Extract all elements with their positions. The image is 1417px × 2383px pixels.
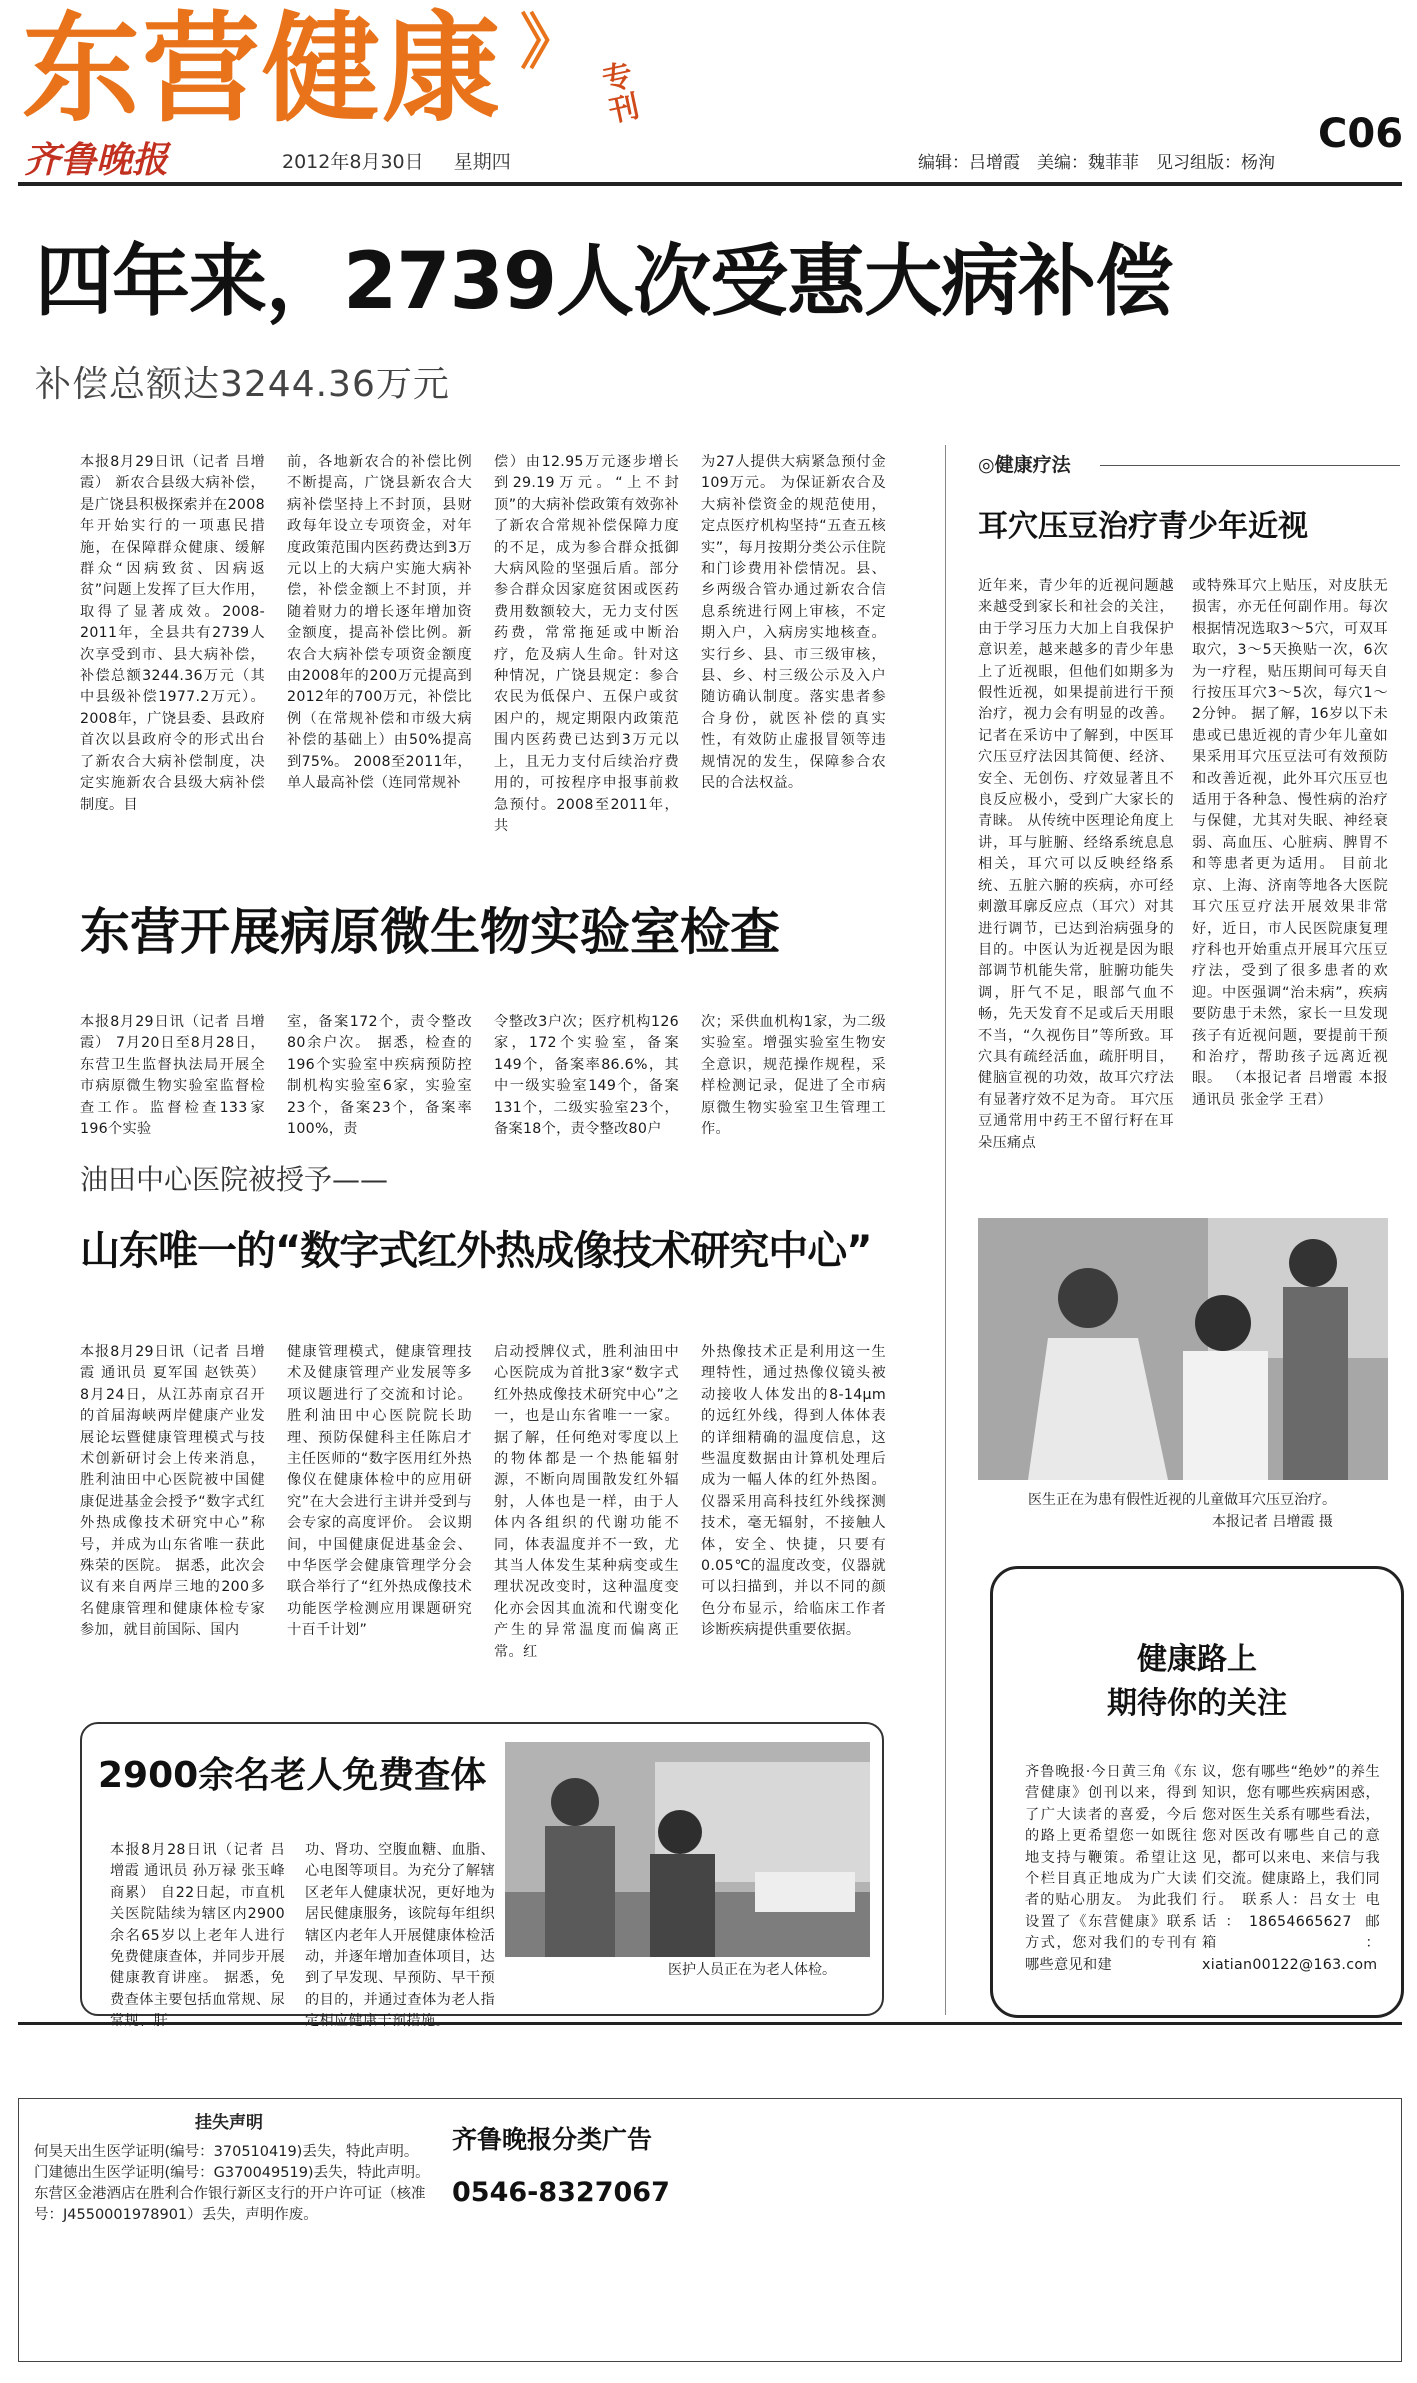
lost-notice-list <box>34 2142 434 2226</box>
lead-column-2: 前，各地新农合的补偿比例不断提高，广饶县新农合大病补偿坚持上不封顶，县财政每年设立专项资金，对年度政策范围内医药费达到3万元以上的大病户实施大病补偿，补偿金额上不封顶，并随着财力的增长逐年增加资金额度，提高补偿比例。新农合大病补偿专项资金额度由2008年的200万元提高到2012年的700万元，补偿比例（在常规补偿和市级大病补偿的基础上）由50%提高到75%。 2008至2011年，单人最高补偿（连同常规补 <box>287 454 472 792</box>
story2-headline: 东营开展病原微生物实验室检查 <box>80 903 780 961</box>
lead-column-3: 偿）由12.95万元逐步增长到29.19万元。“上不封顶”的大病补偿政策有效弥补了新农合常规补偿保障力度的不足，成为参合群众抵御大病风险的坚强后盾。部分参合群众因家庭贫困或医药费用数额较大，无力支付医药费，常常拖延或中断治疗，危及病人生命。针对这种情况，广饶县规定：参合农民为低保户、五保户或贫困户的，规定期限内政策范围内医药费已达到3万元以上，且无力支付后续治疗费用的，可按程序申报事前救急预付。2008至2011年，共 <box>494 454 679 834</box>
masthead-rule <box>18 182 1402 186</box>
story2-column-1: 本报8月29日讯（记者 吕增霞） 7月20日至8月28日，东营卫生监督执法局开展全市病原微生物实验室监督检查工作。监督检查133家196个实验 <box>80 1014 265 1138</box>
page-number: C06 <box>1318 111 1404 157</box>
lost-notice-item: 何昊天出生医学证明(编号：370510419)丢失，特此声明。 <box>34 2144 419 2160</box>
date: 2012年8月30日 <box>282 151 424 173</box>
weekday: 星期四 <box>453 151 511 173</box>
story4-photo-caption: 医护人员正在为老人体检。 <box>668 1962 836 1978</box>
lead-column-1: 本报8月29日讯（记者 吕增霞） 新农合县级大病补偿，是广饶县积极探索并在2008年开始实行的一项惠民措施，在保障群众健康、缓解群众“因病致贫、因病返贫”问题上发挥了巨大作用，取得了显著成效。2008-2011年，全县共有2739人次享受到市、县大病补偿，补偿总额3244.36万元（其中县级补偿1977.2万元）。 2008年，广饶县委、县政府首次以县政府令的形式出台了新农合大病补偿制度，决定实施新农合县级大病补偿制度。目 <box>80 454 265 813</box>
classifieds-box <box>18 2098 1402 2362</box>
sidebar-tag-rule <box>1100 465 1400 466</box>
story3-column-2: 健康管理模式，健康管理技术及健康管理产业发展等多项议题进行了交流和讨论。胜利油田中心医院院长助理、预防保健科主任陈启才主任医师的“数字医用红外热像仪在健康体检中的应用研究”在大会进行主讲并受到与会专家的高度评价。 会议期间，中国健康促进基金会、中华医学会健康管理学分会联合举行了“红外热成像技术功能医学检测应用课题研究十百千计划” <box>287 1344 472 1639</box>
lead-subheadline: 补偿总额达3244.36万元 <box>35 364 450 405</box>
story3-column-1: 本报8月29日讯（记者 吕增霞 通讯员 夏军国 赵铁英） 8月24日，从江苏南京召开的首届海峡两岸健康产业发展论坛暨健康管理模式与技术创新研讨会上传来消息，胜利油田中心医院被中国健康促进基金会授予“数字式红外热成像技术研究中心”称号，并成为山东省唯一获此殊荣的医院。 据悉，此次会议有来自两岸三地的200多名健康管理和健康体检专家参加，就目前国际、国内 <box>80 1344 265 1639</box>
sidebar-headline: 耳穴压豆治疗青少年近视 <box>978 509 1308 544</box>
lost-notice-item: 门建德出生医学证明(编号：G370049519)丢失，特此声明。 <box>34 2165 430 2181</box>
ad-phone: 0546-8327067 <box>452 2177 670 2208</box>
section-title: 东营健康 <box>22 0 503 138</box>
lead-column-4: 为27人提供大病紧急预付金109万元。 为保证新农合及大病补偿资金的规范使用，定点医疗机构坚持“五查五核实”，每月按期分类公示住院和门诊费用补偿情况。县、乡两级合管办通过新农合信息系统进行网上审核，不定期入户，入病房实地核查。实行乡、县、市三级审核，县、乡、村三级公示及入户随访确认制度。落实患者参合身份，就医补偿的真实性，有效防止虚报冒领等违规情况的发生，保障参合农民的合法权益。 <box>701 454 886 792</box>
story2-column-4: 次；采供血机构1家，为二级实验室。增强实验室生物安全意识，规范操作规程，采样检测记录，促进了全市病原微生物实验室卫生管理工作。 <box>701 1014 886 1138</box>
sidebar-photo-caption: 医生正在为患有假性近视的儿童做耳穴压豆治疗。 <box>1028 1492 1336 1508</box>
lost-notice-title: 挂失声明 <box>195 2113 263 2133</box>
paper-logo: 齐鲁晚报 <box>24 139 169 181</box>
sidebar-column-2: 或特殊耳穴上贴压，对皮肤无损害，亦无任何副作用。每次根据情况选取3～5穴，可双耳取穴，3～5天换贴一次，6次为一疗程，贴压期间可每天自行按压耳穴3～5次，每穴1～2分钟。 据了解，16岁以下未患或已患近视的青少年儿童如果采用耳穴压豆法可有效预防和改善近视，此外耳穴压豆也适用于各种急、慢性病的治疗与保健，尤其对失眠、神经衰弱、高血压、心脏病、脾胃不和等患者更为适用。 目前北京、上海、济南等地各大医院耳穴压豆疗法开展效果非常好，近日，市人民医院康复理疗科也开始重点开展耳穴压豆疗法，受到了很多患者的欢迎。中医强调“治未病”，疾病要防患于未然，家长一旦发现孩子有近视问题，要提前干预和治疗，帮助孩子远离近视眼。 （本报记者 吕增霞 本报通讯员 张金学 王君） <box>1192 578 1388 1108</box>
editors: 编辑：吕增霞 美编：魏菲菲 见习组版：杨洵 <box>918 153 1275 173</box>
quote-mark: 》 <box>520 8 580 78</box>
promo-title-2: 期待你的关注 <box>1107 1686 1287 1721</box>
promo-column-1: 齐鲁晚报·今日黄三角《东营健康》创刊以来，得到了广大读者的喜爱，今后的路上更希望您一如既往地支持与鞭策。希望让这个栏目真正地成为广大读者的贴心朋友。 为此我们设置了《东营健康》联系方式，您对我们的专刊有哪些意见和建 <box>1025 1764 1197 1973</box>
story3-headline: 山东唯一的“数字式红外热成像技术研究中心” <box>80 1228 872 1274</box>
story4-headline: 2900余名老人免费查体 <box>98 1755 487 1796</box>
story3-kicker: 油田中心医院被授予—— <box>80 1163 389 1196</box>
story4-column-1: 本报8月28日讯（记者 吕增霞 通讯员 孙万禄 张玉峰 商累） 自22日起，市直机关医院陆续为辖区内2900余名65岁以上老年人进行免费健康查体，并同步开展健康教育讲座。 据悉，免费查体主要包括血常规、尿 <box>110 1842 285 2008</box>
promo-title-1: 健康路上 <box>1137 1642 1257 1677</box>
story2-column-2: 室，备案172个，责令整改80余户次。 据悉，检查的196个实验室中疾病预防控制机构实验室6家，实验室23个，备案23个，备案率100%，责 <box>287 1014 472 1138</box>
sidebar-photo-credit: 本报记者 吕增霞 摄 <box>1212 1514 1333 1530</box>
classifieds-rule <box>18 2022 1402 2025</box>
story2-column-3: 令整改3户次；医疗机构126家，172个实验室，备案149个，备案率86.6%，其中一级实验室149个，备案131个，二级实验室23个，备案18个，责令整改80户 <box>494 1014 679 1138</box>
elderly-checkup-illustration <box>505 1742 870 1957</box>
lead-headline: 四年来，2739人次受惠大病补偿 <box>35 237 1173 327</box>
ear-acupressure-illustration <box>978 1218 1388 1480</box>
special-badge: 专刊 <box>599 57 643 130</box>
lost-notice-item: 东营区金港酒店在胜利合作银行新区支行的开户许可证（核准号：J4550001978901）丢失，声明作废。 <box>34 2186 426 2223</box>
sidebar-column-tag: ◎健康疗法 <box>978 454 1071 476</box>
issue-date <box>282 150 511 174</box>
sidebar-column-1: 近年来，青少年的近视问题越来越受到家长和社会的关注，由于学习压力大加上自我保护意识差，越来越多的青少年患上了近视眼，但他们如期多为假性近视，如果提前进行干预治疗，视力会有明显的改善。记者在采访中了解到，中医耳穴压豆疗法因其简便、经济、安全、无创伤、疗效显著且不良反应极小，受到广大家长的青睐。 从传统中医理论角度上讲，耳与脏腑、经络系统息息相关，耳穴可以反映经络系统、五脏六腑的疾病，亦可经刺激耳廓反应点（耳穴）对其进行调节，已达到治病强身的目的。中医认为近视是因为眼部调节机能失常，脏腑功能失调，肝气不足，眼部气血不畅，先天发育不足或后天用眼不当，“久视伤目”等所致。耳穴具有疏经活血，疏肝明目，健脑宣视的功效，故耳穴疗法有显著疗效不足为奇。 耳穴压豆通常用中药王不留行籽在耳朵压痛点 <box>978 578 1174 1151</box>
elderly-checkup-photo <box>505 1742 870 1957</box>
story3-column-3: 启动授牌仪式，胜利油田中心医院成为首批3家“数字式红外热成像技术研究中心”之一，也是山东省唯一一家。 据了解，任何绝对零度以上的物体都是一个热能辐射源，不断向周围散发红外辐射，人体也是一样，由于人体内各组织的代谢功能不同，体表温度并不一致，尤其当人体发生某种病变或生理状况改变时，这种温度变化亦会因其血流和代谢变化产生的异常温度而偏离正常。红 <box>494 1344 679 1660</box>
promo-column-2: 议，您有哪些“绝妙”的养生知识，您有哪些疾病困惑，您对医生关系有哪些看法，您对医改有哪些自己的意见，都可以来电、来信与我们交流。健康路上，我们同行。 联系人：吕女士 电话：18654665627 邮箱：xiatian00122@163.com <box>1202 1764 1380 1973</box>
ad-title: 齐鲁晚报分类广告 <box>452 2125 653 2154</box>
story4-column-2: 功、肾功、空腹血糖、血脂、心电图等项目。为充分了解辖区老年人健康状况，更好地为居民健康服务，该院每年组织辖区内老年人开展健康体检活动，并逐年增加查体项目，达到了早发现、早预防、早干预的目的，并通过查体为老人指 <box>305 1842 495 2008</box>
vertical-rule <box>945 445 946 2015</box>
story3-column-4: 外热像技术正是利用这一生理特性，通过热像仪镜头被动接收人体发出的8-14μm的远红外线，得到人体体表的详细精确的温度信息，这些温度数据由计算机处理后成为一幅人体的红外热图。仪器采用高科技红外线探测技术，毫无辐射，不接触人体，安全、快捷，只要有0.05℃的温度改变，仪器就可以扫描到，并以不同的颜色分布显示，给临床工作者诊断疾病提供重要依据。 <box>701 1344 886 1639</box>
ear-acupressure-photo <box>978 1218 1388 1480</box>
